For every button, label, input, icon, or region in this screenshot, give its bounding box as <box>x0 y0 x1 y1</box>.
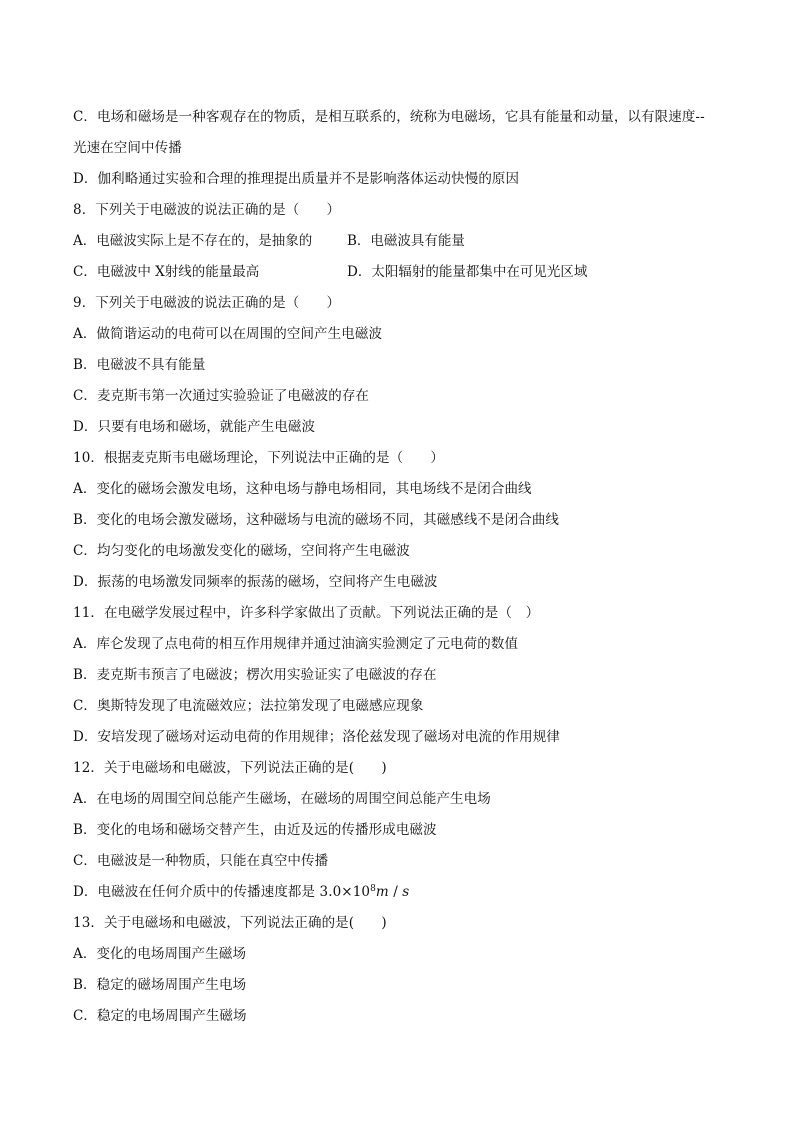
question-8-option-b: B．电磁波具有能量 <box>347 233 465 249</box>
question-13-option-a: A．变化的电场周围产生磁场 <box>73 946 247 962</box>
prev-option-c-line1: C．电场和磁场是一种客观存在的物质，是相互联系的，统称为电磁场，它具有能量和动量，以有限速度-- <box>73 109 705 125</box>
question-12-option-d-text: D．电磁波在任何介质中的传播速度都是 <box>73 884 316 900</box>
speed-of-light-formula <box>320 884 410 900</box>
question-8-row-ab <box>73 226 733 257</box>
question-10-option-d: D．振荡的电场激发同频率的振荡的磁场，空间将产生电磁波 <box>73 574 438 590</box>
question-9-option-c: C．麦克斯韦第一次通过实验验证了电磁波的存在 <box>73 388 370 404</box>
question-11-option-a: A．库仑发现了点电荷的相互作用规律并通过油滴实验测定了元电荷的数值 <box>73 636 519 652</box>
question-12-option-d <box>73 877 733 908</box>
question-10-option-a: A．变化的磁场会激发电场，这种电场与静电场相同，其电场线不是闭合曲线 <box>73 481 532 497</box>
question-12-option-a: A．在电场的周围空间总能产生磁场，在磁场的周围空间总能产生电场 <box>73 791 491 807</box>
formula-unit-s: s <box>402 884 410 900</box>
question-11-option-c: C．奥斯特发现了电流磁效应；法拉第发现了电磁感应现象 <box>73 698 424 714</box>
question-13-stem: 13．关于电磁场和电磁波，下列说法正确的是( ) <box>73 915 387 931</box>
question-9-option-d: D．只要有电场和磁场，就能产生电磁波 <box>73 419 316 435</box>
prev-option-d: D．伽利略通过实验和合理的推理提出质量并不是影响落体运动快慢的原因 <box>73 171 520 187</box>
question-9 <box>73 288 733 443</box>
question-10-option-c: C．均匀变化的电场激发变化的磁场，空间将产生电磁波 <box>73 543 410 559</box>
question-13 <box>73 908 733 1032</box>
question-9-option-b: B．电磁波不具有能量 <box>73 357 206 373</box>
formula-slash: / <box>388 884 403 900</box>
question-12-option-b: B．变化的电场和磁场交替产生，由近及远的传播形成电磁波 <box>73 822 437 838</box>
question-8-option-d: D．太阳辐射的能量都集中在可见光区域 <box>347 264 588 280</box>
question-11-option-b: B．麦克斯韦预言了电磁波；楞次用实验证实了电磁波的存在 <box>73 667 437 683</box>
formula-base: 3.0×10 <box>319 884 371 900</box>
question-8 <box>73 195 733 288</box>
document-page <box>73 102 733 1032</box>
question-8-row-cd <box>73 257 733 288</box>
question-13-option-c: C．稳定的电场周围产生磁场 <box>73 1008 247 1024</box>
question-12-stem: 12．关于电磁场和电磁波，下列说法正确的是( ) <box>73 760 387 776</box>
question-12-option-c: C．电磁波是一种物质，只能在真空中传播 <box>73 853 329 869</box>
question-10-option-b: B．变化的电场会激发磁场，这种磁场与电流的磁场不同，其磁感线不是闭合曲线 <box>73 512 560 528</box>
question-8-stem: 8．下列关于电磁波的说法正确的是（ ） <box>73 202 341 218</box>
formula-unit-m: m <box>375 884 389 900</box>
question-13-option-b: B．稳定的磁场周围产生电场 <box>73 977 247 993</box>
question-11 <box>73 598 733 753</box>
formula-exponent: 8 <box>370 884 376 894</box>
question-10-stem: 10．根据麦克斯韦电磁场理论，下列说法中正确的是（ ） <box>73 450 444 466</box>
question-12 <box>73 753 733 908</box>
question-8-option-a: A．电磁波实际上是不存在的，是抽象的 <box>73 233 313 249</box>
question-8-option-c: C．电磁波中 X射线的能量最高 <box>73 264 260 280</box>
question-11-option-d: D．安培发现了磁场对运动电荷的作用规律；洛伦兹发现了磁场对电流的作用规律 <box>73 729 560 745</box>
question-10 <box>73 443 733 598</box>
question-9-option-a: A．做简谐运动的电荷可以在周围的空间产生电磁波 <box>73 326 383 342</box>
question-11-stem: 11．在电磁学发展过程中，许多科学家做出了贡献。下列说法正确的是（ ） <box>73 605 540 621</box>
prev-option-c-line2: 光速在空间中传播 <box>73 140 182 156</box>
question-9-stem: 9．下列关于电磁波的说法正确的是（ ） <box>73 295 341 311</box>
